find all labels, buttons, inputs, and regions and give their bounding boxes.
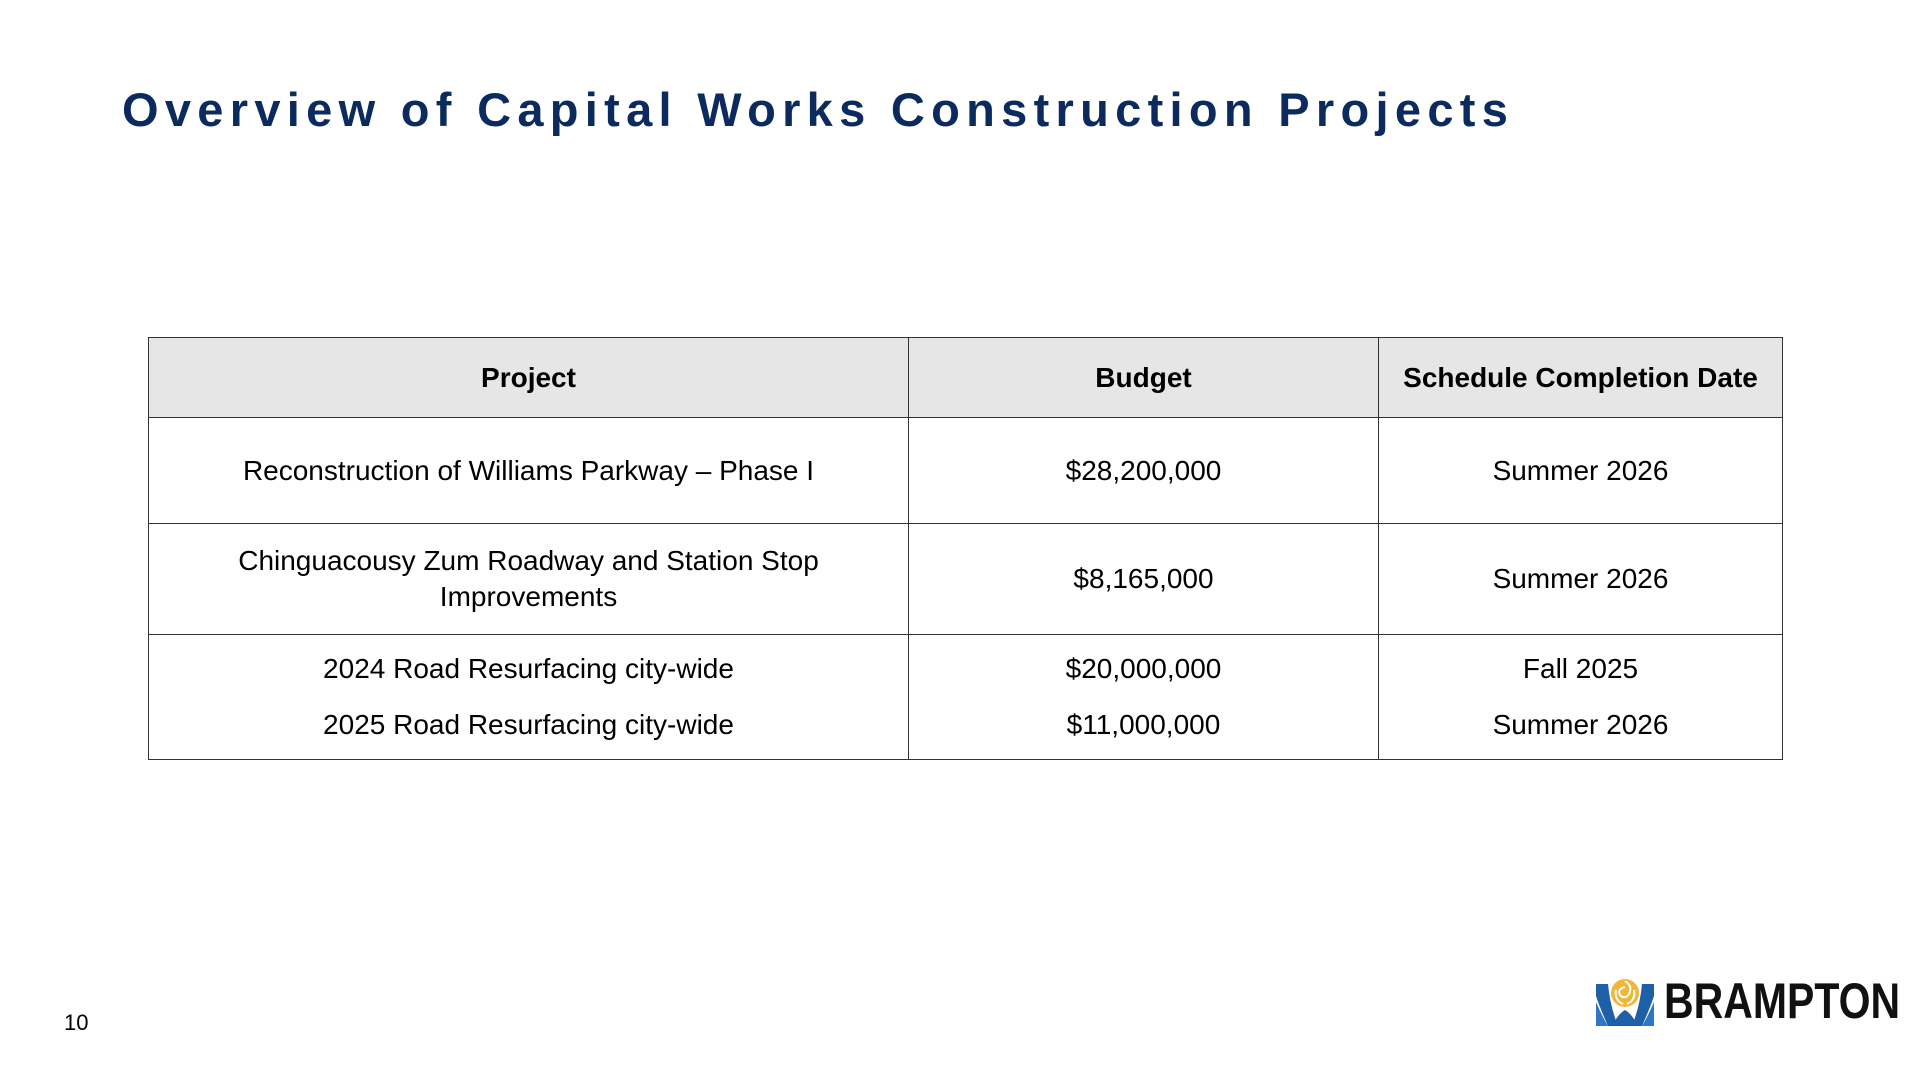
completion-cell — [1379, 635, 1783, 760]
table-row — [149, 524, 1783, 635]
project-line: 2025 Road Resurfacing city-wide — [323, 709, 734, 740]
budget-line: $11,000,000 — [1066, 709, 1221, 740]
header-project: Project — [149, 338, 909, 418]
brampton-flower-logo-icon — [1596, 976, 1654, 1026]
header-completion-date: Schedule Completion Date — [1379, 338, 1783, 418]
budget-cell: $8,165,000 — [909, 524, 1379, 635]
budget-cell: $28,200,000 — [909, 418, 1379, 524]
table-row-combined — [149, 635, 1783, 760]
project-cell: Reconstruction of Williams Parkway – Phase I — [149, 418, 909, 524]
budget-cell — [909, 635, 1379, 760]
completion-cell: Summer 2026 — [1379, 418, 1783, 524]
project-cell: Chinguacousy Zum Roadway and Station Stop Improvements — [149, 524, 909, 635]
project-cell — [149, 635, 909, 760]
brampton-logo — [1596, 973, 1920, 1029]
header-budget: Budget — [909, 338, 1379, 418]
brampton-wordmark: BRAMPTON — [1664, 973, 1901, 1029]
budget-line: $20,000,000 — [1065, 653, 1222, 684]
completion-line: Fall 2025 — [1522, 653, 1639, 684]
page-number: 10 — [64, 1010, 89, 1035]
projects-table — [148, 337, 1783, 760]
slide-title: Overview of Capital Works Construction Projects — [122, 83, 1515, 136]
table-row — [149, 418, 1783, 524]
table-header-row — [149, 338, 1783, 418]
project-line: 2024 Road Resurfacing city-wide — [323, 653, 734, 684]
completion-line: Summer 2026 — [1492, 709, 1669, 740]
completion-cell: Summer 2026 — [1379, 524, 1783, 635]
